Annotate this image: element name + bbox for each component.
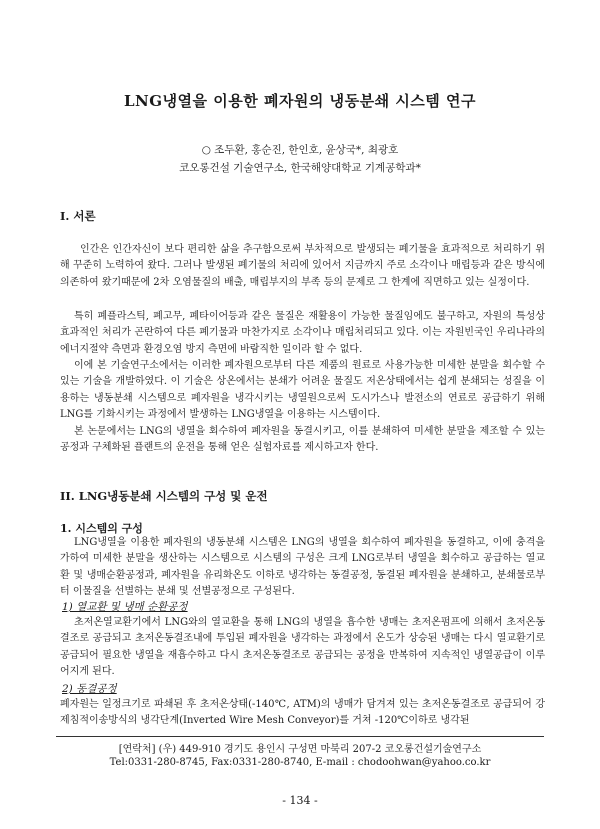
author-list: ○ 조두환, 홍순진, 한인호, 윤상국*, 최광호 — [201, 144, 399, 156]
contact-address: [연락처] (우) 449-910 경기도 용인시 구성면 마북리 207-2 코오롱건설기술연구소 — [118, 744, 482, 755]
subsubsection-heading-heat-exchange: 1) 열교환 및 냉매 순환공정 — [62, 601, 188, 613]
subsubsection-heading-freezing: 2) 동결공정 — [62, 683, 117, 695]
heat-exchange-paragraph: 초저온열교환기에서 LNG와의 열교환을 통해 LNG의 냉열을 흡수한 냉매는 초저온펌프에 의해서 초저온동결조로 공급되고 초저온동결조내에 투입된 폐자원을 냉각하는 과정에서 온도가 상승된 냉매는 다시 열교환기로 공급되어 필요한 냉열을 재흡수하고 다시 초저온동결조로 공급되는 공정을 반복하여 지속적인 냉열공급이 이루어지게 된다. — [60, 617, 545, 678]
composition-paragraph: LNG냉열을 이용한 폐자원의 냉동분쇄 시스템은 LNG의 냉열을 회수하여 폐자원을 동결하고, 이에 충격을 가하여 미세한 분말을 생산하는 시스템으로 시스템의 구성은 크게 LNG로부터 냉열을 회수하고 공급하는 열교환 및 냉매순환공정과, 폐자원을 유리화온도 이하로 냉각하는 동결공정, 동결된 폐자원을 분쇄하고, 분쇄물로부터 이물질을 선별하는 분쇄 및 선별공정으로 구성된다. — [60, 537, 545, 598]
section-heading-introduction: I. 서론 — [60, 209, 96, 223]
freezing-paragraph: 폐자원는 일정크기로 파쇄된 후 초저온상태(-140℃, ATM)의 냉매가 담겨져 있는 초저온동결조로 공급되어 강제침적이송방식의 냉각단계(Inverted Wire Mesh Conveyor)를 거쳐 -120℃이하로 냉각된 — [60, 699, 545, 727]
contact-phone-email: Tel:0331-280-8745, Fax:0331-280-8740, E-mail : chodoohwan@yahoo.co.kr — [109, 757, 491, 768]
footer-divider — [56, 736, 544, 737]
intro-paragraph-1: 인간은 인간자신이 보다 편리한 삶을 추구함으로써 부차적으로 발생되는 폐기물을 효과적으로 처리하기 위해 꾸준히 노력하여 왔다. 그러나 발생된 폐기물의 처리에 있어서 지금까지 주로 소각이나 매립등과 같은 방식에 의존하여 왔기때문에 2차 오염물질의 배출, 매립부지의 부족 등의 문제로 그 한계에 직면하고 있는 실정이다. — [60, 244, 545, 288]
subsection-heading-composition: 1. 시스템의 구성 — [60, 522, 143, 535]
paper-title: LNG냉열을 이용한 폐자원의 냉동분쇄 시스템 연구 — [124, 92, 476, 110]
affiliation: 코오롱건설 기술연구소, 한국해양대학교 기계공학과* — [179, 162, 421, 174]
section-heading-system: II. LNG냉동분쇄 시스템의 구성 및 운전 — [60, 489, 268, 503]
intro-paragraph-3: 이에 본 기술연구소에서는 이러한 폐자원으로부터 다른 제품의 원료로 사용가능한 미세한 분말을 회수할 수 있는 기술을 개발하였다. 이 기술은 상온에서는 분쇄가 어려운 물질도 저온상태에서는 쉽게 분쇄되는 성질을 이용하는 냉동분쇄 시스템으로 폐자원을 냉각시키는 냉열원으로써 도시가스나 발전소의 연료로 공급하기 위해 LNG를 기화시키는 과정에서 발생하는 LNG냉열을 이용하는 시스템이다. — [60, 360, 545, 421]
intro-paragraph-4: 본 논문에서는 LNG의 냉열을 회수하여 폐자원을 동결시키고, 이를 분쇄하여 미세한 분말을 제조할 수 있는 공정과 구체화된 플랜트의 운전을 통해 얻은 실험자료를 제시하고자 한다. — [60, 426, 545, 454]
page-number: - 134 - — [282, 794, 318, 807]
intro-paragraph-2: 특히 폐플라스틱, 폐고무, 폐타이어등과 같은 물질은 재활용이 가능한 물질임에도 불구하고, 자원의 특성상 효과적인 처리가 곤란하여 다른 폐기물과 마찬가지로 소각이나 매립처리되고 있다. 이는 자원빈국인 우리나라의 에너지절약 측면과 환경오염 방지 측면에 바람직한 일이라 할 수 없다. — [60, 311, 545, 355]
